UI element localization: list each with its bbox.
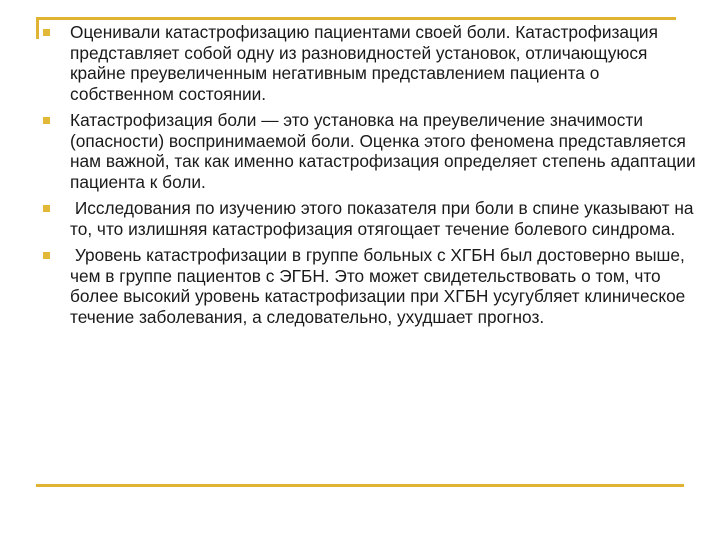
bullet-item [70, 110, 705, 192]
bullet-item [70, 22, 705, 104]
bullet-list [70, 22, 705, 333]
bullet-text: Исследования по изучению этого показателя при боли в спине указывают на то, что излишняя катастрофизация отягощает течение болевого синдрома. [70, 198, 699, 239]
bullet-text: Оценивали катастрофизацию пациентами своей боли. Катастрофизация представляет собой одну из разновидностей установок, отличающуюся крайне преувеличенным негативным представлением пациента о собственном состоянии. [70, 22, 658, 104]
bullet-text: Уровень катастрофизации в группе больных с ХГБН был достоверно выше, чем в группе пациентов с ЭГБН. Это может свидетельствовать о том, что более высокий уровень катастрофизации при ХГБН усугубляет клиническое течение заболевания, а следовательно, ухудшает прогноз. [70, 245, 691, 327]
square-bullet-icon [43, 29, 50, 36]
square-bullet-icon [43, 252, 50, 259]
square-bullet-icon [43, 117, 50, 124]
square-bullet-icon [43, 205, 50, 212]
corner-accent [36, 17, 39, 39]
top-divider [36, 17, 676, 20]
bullet-item [70, 245, 705, 327]
bullet-text: Катастрофизация боли — это установка на преувеличение значимости (опасности) воспринимаемой боли. Оценка этого феномена представляется нам важной, так как именно катастрофизация определяет степень адаптации пациента к боли. [70, 110, 696, 192]
bullet-item [70, 198, 705, 239]
bottom-divider [36, 484, 684, 487]
